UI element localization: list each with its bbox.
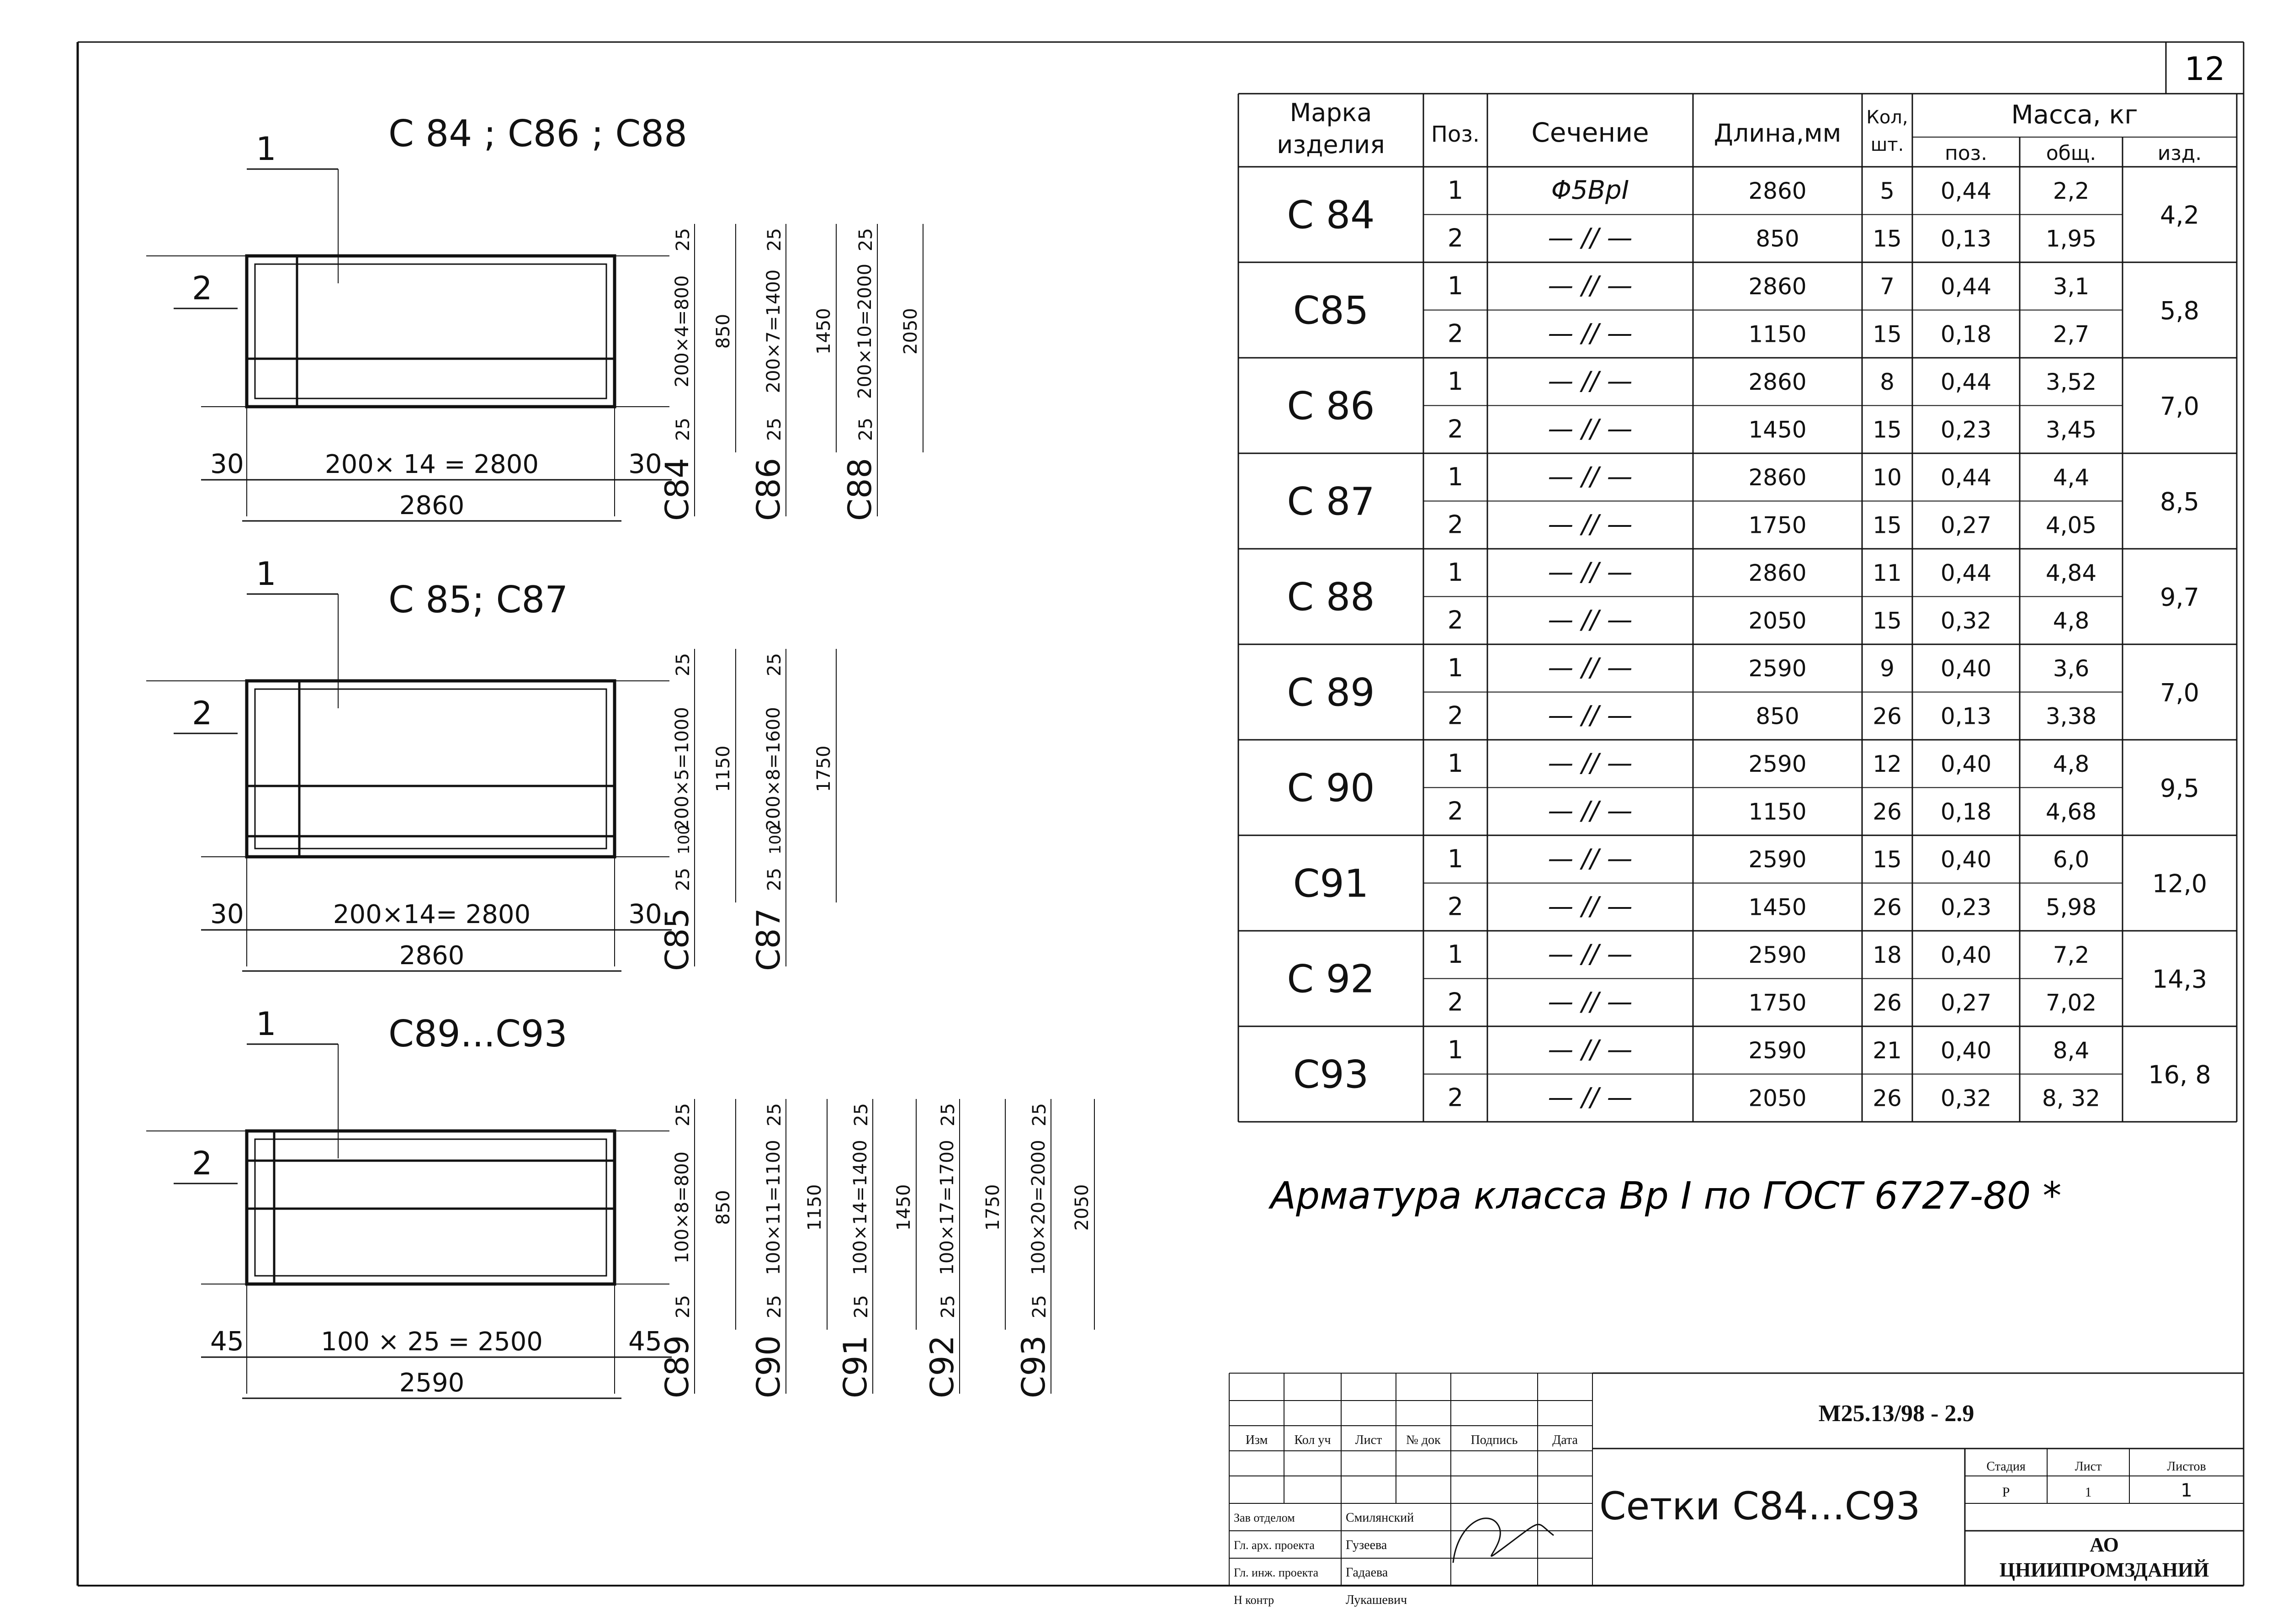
- row-length: 2590: [1748, 751, 1807, 777]
- person-role: Н контр: [1234, 1593, 1274, 1607]
- sheet-value: 1: [2085, 1485, 2092, 1500]
- row-pos: 2: [1447, 510, 1464, 539]
- sheets-label: Листов: [2167, 1459, 2206, 1474]
- row-pos: 2: [1447, 1083, 1464, 1112]
- reinforcement-note: Арматура класса Вр I по ГОСТ 6727-80 *: [1270, 1174, 2062, 1218]
- row-mass-pos: 0,27: [1940, 512, 1992, 539]
- mesh-drawing: [146, 112, 923, 521]
- row-section: — // —: [1548, 844, 1633, 874]
- row-qty: 7: [1880, 273, 1895, 300]
- item-mark: С 90: [1287, 765, 1375, 811]
- header-pos: Поз.: [1431, 122, 1480, 147]
- dimension-total: 2860: [399, 491, 465, 520]
- row-mass-pos: 0,32: [1940, 607, 1992, 634]
- row-length: 2590: [1748, 846, 1807, 873]
- vertical-dimension-value: 200×10=2000: [854, 263, 876, 399]
- row-section: — // —: [1548, 796, 1633, 826]
- row-section: — // —: [1548, 318, 1633, 349]
- row-qty: 15: [1873, 225, 1902, 252]
- position-2-label: 2: [192, 1145, 212, 1182]
- title-block-header: Лист: [1355, 1433, 1382, 1447]
- item-mass: 4,2: [2160, 201, 2199, 230]
- header-mass-total: общ.: [2046, 142, 2096, 165]
- row-qty: 15: [1873, 321, 1902, 348]
- dimension-offset-top: 25: [673, 1103, 694, 1126]
- vertical-dimension-value: 2050: [900, 308, 921, 355]
- item-mass: 7,0: [2160, 678, 2199, 707]
- row-pos: 1: [1447, 462, 1464, 491]
- vertical-dimension-value: 850: [713, 313, 734, 349]
- dimension-offset-bottom: 25: [1029, 1295, 1050, 1318]
- drawing-title: С 84 ; С86 ; С88: [388, 112, 688, 155]
- vertical-dimension-value: 100×11=1100: [763, 1140, 784, 1275]
- row-section: — // —: [1548, 1083, 1633, 1113]
- row-mass-total: 4,8: [2053, 751, 2090, 777]
- row-qty: 8: [1880, 369, 1895, 395]
- row-length: 2860: [1748, 369, 1807, 395]
- dimension-offset-bottom: 25: [764, 868, 785, 891]
- row-mass-total: 8,4: [2053, 1037, 2090, 1064]
- row-section: — // —: [1548, 1035, 1633, 1065]
- row-mass-total: 4,8: [2053, 607, 2090, 634]
- row-qty: 26: [1873, 703, 1902, 730]
- row-qty: 15: [1873, 416, 1902, 443]
- mesh-drawing: [146, 1005, 1094, 1398]
- row-pos: 1: [1447, 749, 1464, 778]
- item-mark: С91: [1293, 861, 1369, 906]
- mesh-drawings: [146, 112, 1094, 1398]
- title-block-header: Подпись: [1470, 1433, 1518, 1447]
- vertical-dimension-value: 100×17=1700: [937, 1140, 958, 1275]
- row-mass-total: 4,68: [2045, 798, 2097, 825]
- row-qty: 11: [1873, 560, 1902, 586]
- row-section: — // —: [1548, 653, 1633, 683]
- row-length: 1150: [1748, 321, 1807, 348]
- row-mass-total: 3,1: [2053, 273, 2090, 300]
- row-mass-total: 6,0: [2053, 846, 2090, 873]
- mesh-mark-label: С92: [923, 1335, 961, 1398]
- row-qty: 9: [1880, 655, 1895, 682]
- row-mass-pos: 0,13: [1940, 703, 1992, 730]
- vertical-dimension-value: 1450: [813, 308, 834, 355]
- row-section: — // —: [1548, 939, 1633, 969]
- item-mass: 12,0: [2152, 869, 2208, 898]
- row-pos: 1: [1447, 271, 1464, 300]
- organization-line: ЦНИИПРОМЗДАНИЙ: [1999, 1559, 2209, 1581]
- row-pos: 1: [1447, 176, 1464, 205]
- drawing-title: С 85; С87: [388, 578, 568, 621]
- row-mass-pos: 0,23: [1940, 416, 1992, 443]
- table-item: [1238, 462, 2237, 549]
- dimension-offset-bottom: 25: [673, 868, 694, 891]
- row-pos: 2: [1447, 605, 1464, 635]
- row-length: 1450: [1748, 894, 1807, 921]
- row-length: 850: [1756, 703, 1799, 730]
- vertical-dimension-value: 1150: [804, 1184, 825, 1231]
- specification-table: [1238, 94, 2237, 1122]
- row-qty: 15: [1873, 512, 1902, 539]
- title-block-header: Кол уч: [1294, 1433, 1331, 1447]
- stage-value: Р: [2002, 1485, 2010, 1500]
- dimension-offset-top: 25: [855, 228, 876, 251]
- item-mass: 5,8: [2160, 296, 2199, 325]
- dimension-left: 30: [210, 898, 244, 929]
- dimension-offset-top: 25: [764, 228, 785, 251]
- row-section: — // —: [1548, 223, 1633, 253]
- row-mass-pos: 0,44: [1940, 178, 1992, 204]
- mesh-mark-label: С86: [750, 458, 787, 521]
- row-qty: 10: [1873, 464, 1902, 491]
- row-mass-total: 3,6: [2053, 655, 2090, 682]
- row-section: — // —: [1548, 509, 1633, 540]
- item-mass: 8,5: [2160, 487, 2199, 516]
- dimension-offset-bottom: 25: [855, 418, 876, 441]
- row-section: — // —: [1548, 892, 1633, 922]
- dimension-offset-top: 25: [673, 228, 694, 251]
- dimension-total: 2590: [399, 1368, 465, 1398]
- mesh-inner-outline: [255, 264, 606, 398]
- row-pos: 2: [1447, 987, 1464, 1017]
- dimension-span: 100 × 25 = 2500: [321, 1327, 543, 1357]
- row-mass-pos: 0,23: [1940, 894, 1992, 921]
- row-qty: 26: [1873, 798, 1902, 825]
- position-2-label: 2: [192, 270, 212, 307]
- row-qty: 5: [1880, 178, 1895, 204]
- dimension-offset-bottom: 25: [938, 1295, 959, 1318]
- item-mass: 9,5: [2160, 774, 2199, 803]
- row-length: 2860: [1748, 178, 1807, 204]
- drawing-title-block: Сетки С84...С93: [1599, 1484, 1921, 1528]
- item-mark: С85: [1293, 288, 1369, 333]
- header-length: Длина,мм: [1714, 119, 1842, 148]
- mesh-mark-label: С89: [658, 1335, 696, 1398]
- row-pos: 1: [1447, 1035, 1464, 1064]
- row-pos: 2: [1447, 796, 1464, 826]
- person-name: Гадаева: [1346, 1566, 1388, 1580]
- header-mass: Масса, кг: [2011, 100, 2138, 130]
- person-role: Гл. инж. проекта: [1234, 1566, 1319, 1579]
- vertical-dimension-value: 2050: [1072, 1184, 1093, 1231]
- item-mark: С 92: [1287, 956, 1375, 1002]
- item-mark: С 86: [1287, 383, 1375, 429]
- row-mass-pos: 0,44: [1940, 369, 1992, 395]
- row-section: — // —: [1548, 701, 1633, 731]
- table-item: [1238, 653, 2237, 740]
- row-pos: 1: [1447, 940, 1464, 969]
- dimension-left: 30: [210, 448, 244, 479]
- header-mark: изделия: [1277, 130, 1385, 159]
- row-section: — // —: [1548, 366, 1633, 396]
- row-pos: 2: [1447, 701, 1464, 730]
- row-pos: 2: [1447, 414, 1464, 444]
- item-mass: 7,0: [2160, 392, 2199, 421]
- vertical-dimension-value: 200×4=800: [672, 275, 693, 387]
- dimension-offset-top: 25: [764, 653, 785, 676]
- row-qty: 12: [1873, 751, 1902, 777]
- mesh-mark-label: С93: [1015, 1335, 1052, 1398]
- dimension-offset-bottom: 25: [851, 1295, 872, 1318]
- row-pos: 1: [1447, 844, 1464, 873]
- item-mark: С 88: [1287, 574, 1375, 620]
- row-section: Φ5ВрI: [1551, 175, 1629, 205]
- title-block-header: Изм: [1245, 1433, 1268, 1447]
- mesh-outline: [247, 681, 615, 857]
- row-mass-total: 4,4: [2053, 464, 2090, 491]
- vertical-dimension-value: 1750: [982, 1184, 1003, 1231]
- row-section: — // —: [1548, 557, 1633, 587]
- table-item: [1238, 557, 2237, 644]
- vertical-dimension-value: 100×14=1400: [850, 1140, 871, 1275]
- dimension-offset-extra: 100: [675, 825, 693, 854]
- dimension-total: 2860: [399, 941, 465, 971]
- row-mass-pos: 0,44: [1940, 560, 1992, 586]
- row-length: 1150: [1748, 798, 1807, 825]
- vertical-dimension-value: 200×7=1400: [763, 269, 784, 393]
- organization-line: АО: [2090, 1534, 2119, 1556]
- dimension-offset-top: 25: [764, 1103, 785, 1126]
- mesh-outline: [247, 256, 615, 407]
- item-mark: С 87: [1287, 479, 1375, 524]
- signature-drawing: [1453, 1518, 1554, 1563]
- row-mass-total: 4,05: [2045, 512, 2097, 539]
- dimension-left: 45: [210, 1326, 244, 1357]
- dimension-offset-extra: 100: [766, 825, 785, 854]
- item-mass: 14,3: [2152, 965, 2208, 994]
- position-1-label: 1: [256, 1005, 276, 1043]
- row-mass-pos: 0,27: [1940, 989, 1992, 1016]
- row-qty: 26: [1873, 894, 1902, 921]
- row-section: — // —: [1548, 414, 1633, 444]
- title-block-header: Дата: [1552, 1433, 1578, 1447]
- person-role: Зав отделом: [1234, 1511, 1295, 1524]
- person-name: Гузеева: [1346, 1538, 1387, 1552]
- person-name: Лукашевич: [1346, 1593, 1407, 1607]
- vertical-dimension-value: 200×5=1000: [672, 707, 693, 831]
- row-pos: 1: [1447, 653, 1464, 682]
- dimension-right: 30: [628, 898, 662, 929]
- dimension-offset-top: 25: [673, 653, 694, 676]
- mesh-inner-outline: [255, 689, 606, 849]
- row-mass-pos: 0,18: [1940, 321, 1992, 348]
- row-pos: 2: [1447, 319, 1464, 348]
- position-1-label: 1: [256, 555, 276, 593]
- title-block-header: № док: [1406, 1433, 1441, 1447]
- table-item: [1238, 1035, 2237, 1122]
- row-section: — // —: [1548, 271, 1633, 301]
- header-qty: Кол,: [1866, 107, 1908, 128]
- table-item: [1238, 366, 2237, 453]
- row-mass-total: 7,02: [2045, 989, 2097, 1016]
- dimension-offset-bottom: 25: [764, 418, 785, 441]
- document-code: М25.13/98 - 2.9: [1818, 1401, 1974, 1427]
- dimension-offset-top: 25: [1029, 1103, 1050, 1126]
- row-mass-pos: 0,13: [1940, 225, 1992, 252]
- row-mass-total: 7,2: [2053, 942, 2090, 968]
- row-length: 2590: [1748, 942, 1807, 968]
- drawing-title: С89...С93: [388, 1013, 568, 1055]
- row-mass-pos: 0,32: [1940, 1085, 1992, 1112]
- row-section: — // —: [1548, 462, 1633, 492]
- title-block: [1229, 1373, 2244, 1607]
- row-mass-pos: 0,40: [1940, 1037, 1992, 1064]
- row-mass-total: 3,52: [2045, 369, 2097, 395]
- row-qty: 26: [1873, 1085, 1902, 1112]
- row-mass-total: 2,2: [2053, 178, 2090, 204]
- row-mass-total: 8, 32: [2042, 1085, 2101, 1112]
- table-item: [1238, 844, 2237, 931]
- mesh-mark-label: С85: [658, 908, 696, 971]
- row-section: — // —: [1548, 987, 1633, 1017]
- row-mass-pos: 0,44: [1940, 464, 1992, 491]
- vertical-dimension-value: 200×8=1600: [763, 707, 784, 831]
- row-length: 2050: [1748, 607, 1807, 634]
- sheet-label: Лист: [2075, 1459, 2102, 1474]
- row-pos: 2: [1447, 892, 1464, 921]
- row-mass-total: 1,95: [2045, 225, 2097, 252]
- row-mass-pos: 0,40: [1940, 751, 1992, 777]
- row-pos: 2: [1447, 223, 1464, 253]
- position-2-label: 2: [192, 695, 212, 732]
- row-length: 1450: [1748, 416, 1807, 443]
- header-mark: Марка: [1290, 98, 1372, 127]
- header-mass-pos: поз.: [1944, 142, 1988, 165]
- stage-label: Стадия: [1986, 1459, 2026, 1474]
- row-length: 1750: [1748, 512, 1807, 539]
- vertical-dimension-value: 100×8=800: [672, 1151, 693, 1264]
- row-length: 850: [1756, 225, 1799, 252]
- dimension-right: 45: [628, 1326, 662, 1357]
- table-item: [1238, 939, 2237, 1026]
- row-pos: 1: [1447, 558, 1464, 587]
- row-mass-total: 4,84: [2045, 560, 2097, 586]
- header-qty: шт.: [1870, 134, 1904, 155]
- vertical-dimension-value: 850: [713, 1190, 734, 1225]
- row-mass-pos: 0,40: [1940, 846, 1992, 873]
- mesh-mark-label: С84: [658, 458, 696, 521]
- sheet-number: 12: [2184, 50, 2225, 88]
- row-length: 2590: [1748, 1037, 1807, 1064]
- item-mass: 9,7: [2160, 583, 2199, 612]
- row-mass-pos: 0,18: [1940, 798, 1992, 825]
- header-section: Сечение: [1531, 117, 1649, 148]
- dimension-offset-top: 25: [938, 1103, 959, 1126]
- row-length: 2860: [1748, 464, 1807, 491]
- item-mark: С 84: [1287, 192, 1375, 238]
- mesh-mark-label: С90: [750, 1335, 787, 1398]
- row-qty: 15: [1873, 846, 1902, 873]
- row-qty: 15: [1873, 607, 1902, 634]
- row-mass-pos: 0,40: [1940, 942, 1992, 968]
- mesh-mark-label: С87: [750, 908, 787, 971]
- vertical-dimension-value: 1450: [893, 1184, 914, 1231]
- row-mass-total: 3,38: [2045, 703, 2097, 730]
- row-length: 2860: [1748, 273, 1807, 300]
- dimension-span: 200× 14 = 2800: [325, 450, 539, 479]
- row-length: 2860: [1748, 560, 1807, 586]
- row-length: 2590: [1748, 655, 1807, 682]
- row-pos: 1: [1447, 367, 1464, 396]
- dimension-offset-top: 25: [851, 1103, 872, 1126]
- row-section: — // —: [1548, 605, 1633, 635]
- row-qty: 26: [1873, 989, 1902, 1016]
- row-mass-pos: 0,40: [1940, 655, 1992, 682]
- item-mark: С 89: [1287, 670, 1375, 715]
- table-item: [1238, 271, 2237, 358]
- person-role: Гл. арх. проекта: [1234, 1539, 1315, 1552]
- row-mass-total: 2,7: [2053, 321, 2090, 348]
- dimension-offset-bottom: 25: [764, 1295, 785, 1318]
- mesh-drawing: [146, 555, 836, 971]
- row-qty: 18: [1873, 942, 1902, 968]
- dimension-offset-bottom: 25: [673, 1295, 694, 1318]
- vertical-dimension-value: 1750: [813, 745, 834, 792]
- mesh-mark-label: С88: [841, 458, 879, 521]
- position-1-label: 1: [256, 130, 276, 168]
- table-item: [1238, 748, 2237, 835]
- vertical-dimension-value: 100×20=2000: [1028, 1140, 1049, 1275]
- dimension-right: 30: [628, 448, 662, 479]
- row-mass-total: 3,45: [2045, 416, 2097, 443]
- row-length: 2050: [1748, 1085, 1807, 1112]
- sheets-value: 1: [2181, 1480, 2192, 1501]
- header-mass-item: изд.: [2157, 142, 2202, 165]
- person-name: Смилянский: [1346, 1511, 1414, 1525]
- row-length: 1750: [1748, 989, 1807, 1016]
- dimension-span: 200×14= 2800: [333, 900, 531, 929]
- row-section: — // —: [1548, 748, 1633, 778]
- dimension-offset-bottom: 25: [673, 418, 694, 441]
- item-mark: С93: [1293, 1052, 1369, 1097]
- vertical-dimension-value: 1150: [713, 745, 734, 792]
- row-qty: 21: [1873, 1037, 1902, 1064]
- item-mass: 16, 8: [2148, 1060, 2211, 1089]
- table-item: [1238, 175, 2237, 262]
- mesh-mark-label: С91: [837, 1335, 874, 1398]
- row-mass-pos: 0,44: [1940, 273, 1992, 300]
- row-mass-total: 5,98: [2045, 894, 2097, 921]
